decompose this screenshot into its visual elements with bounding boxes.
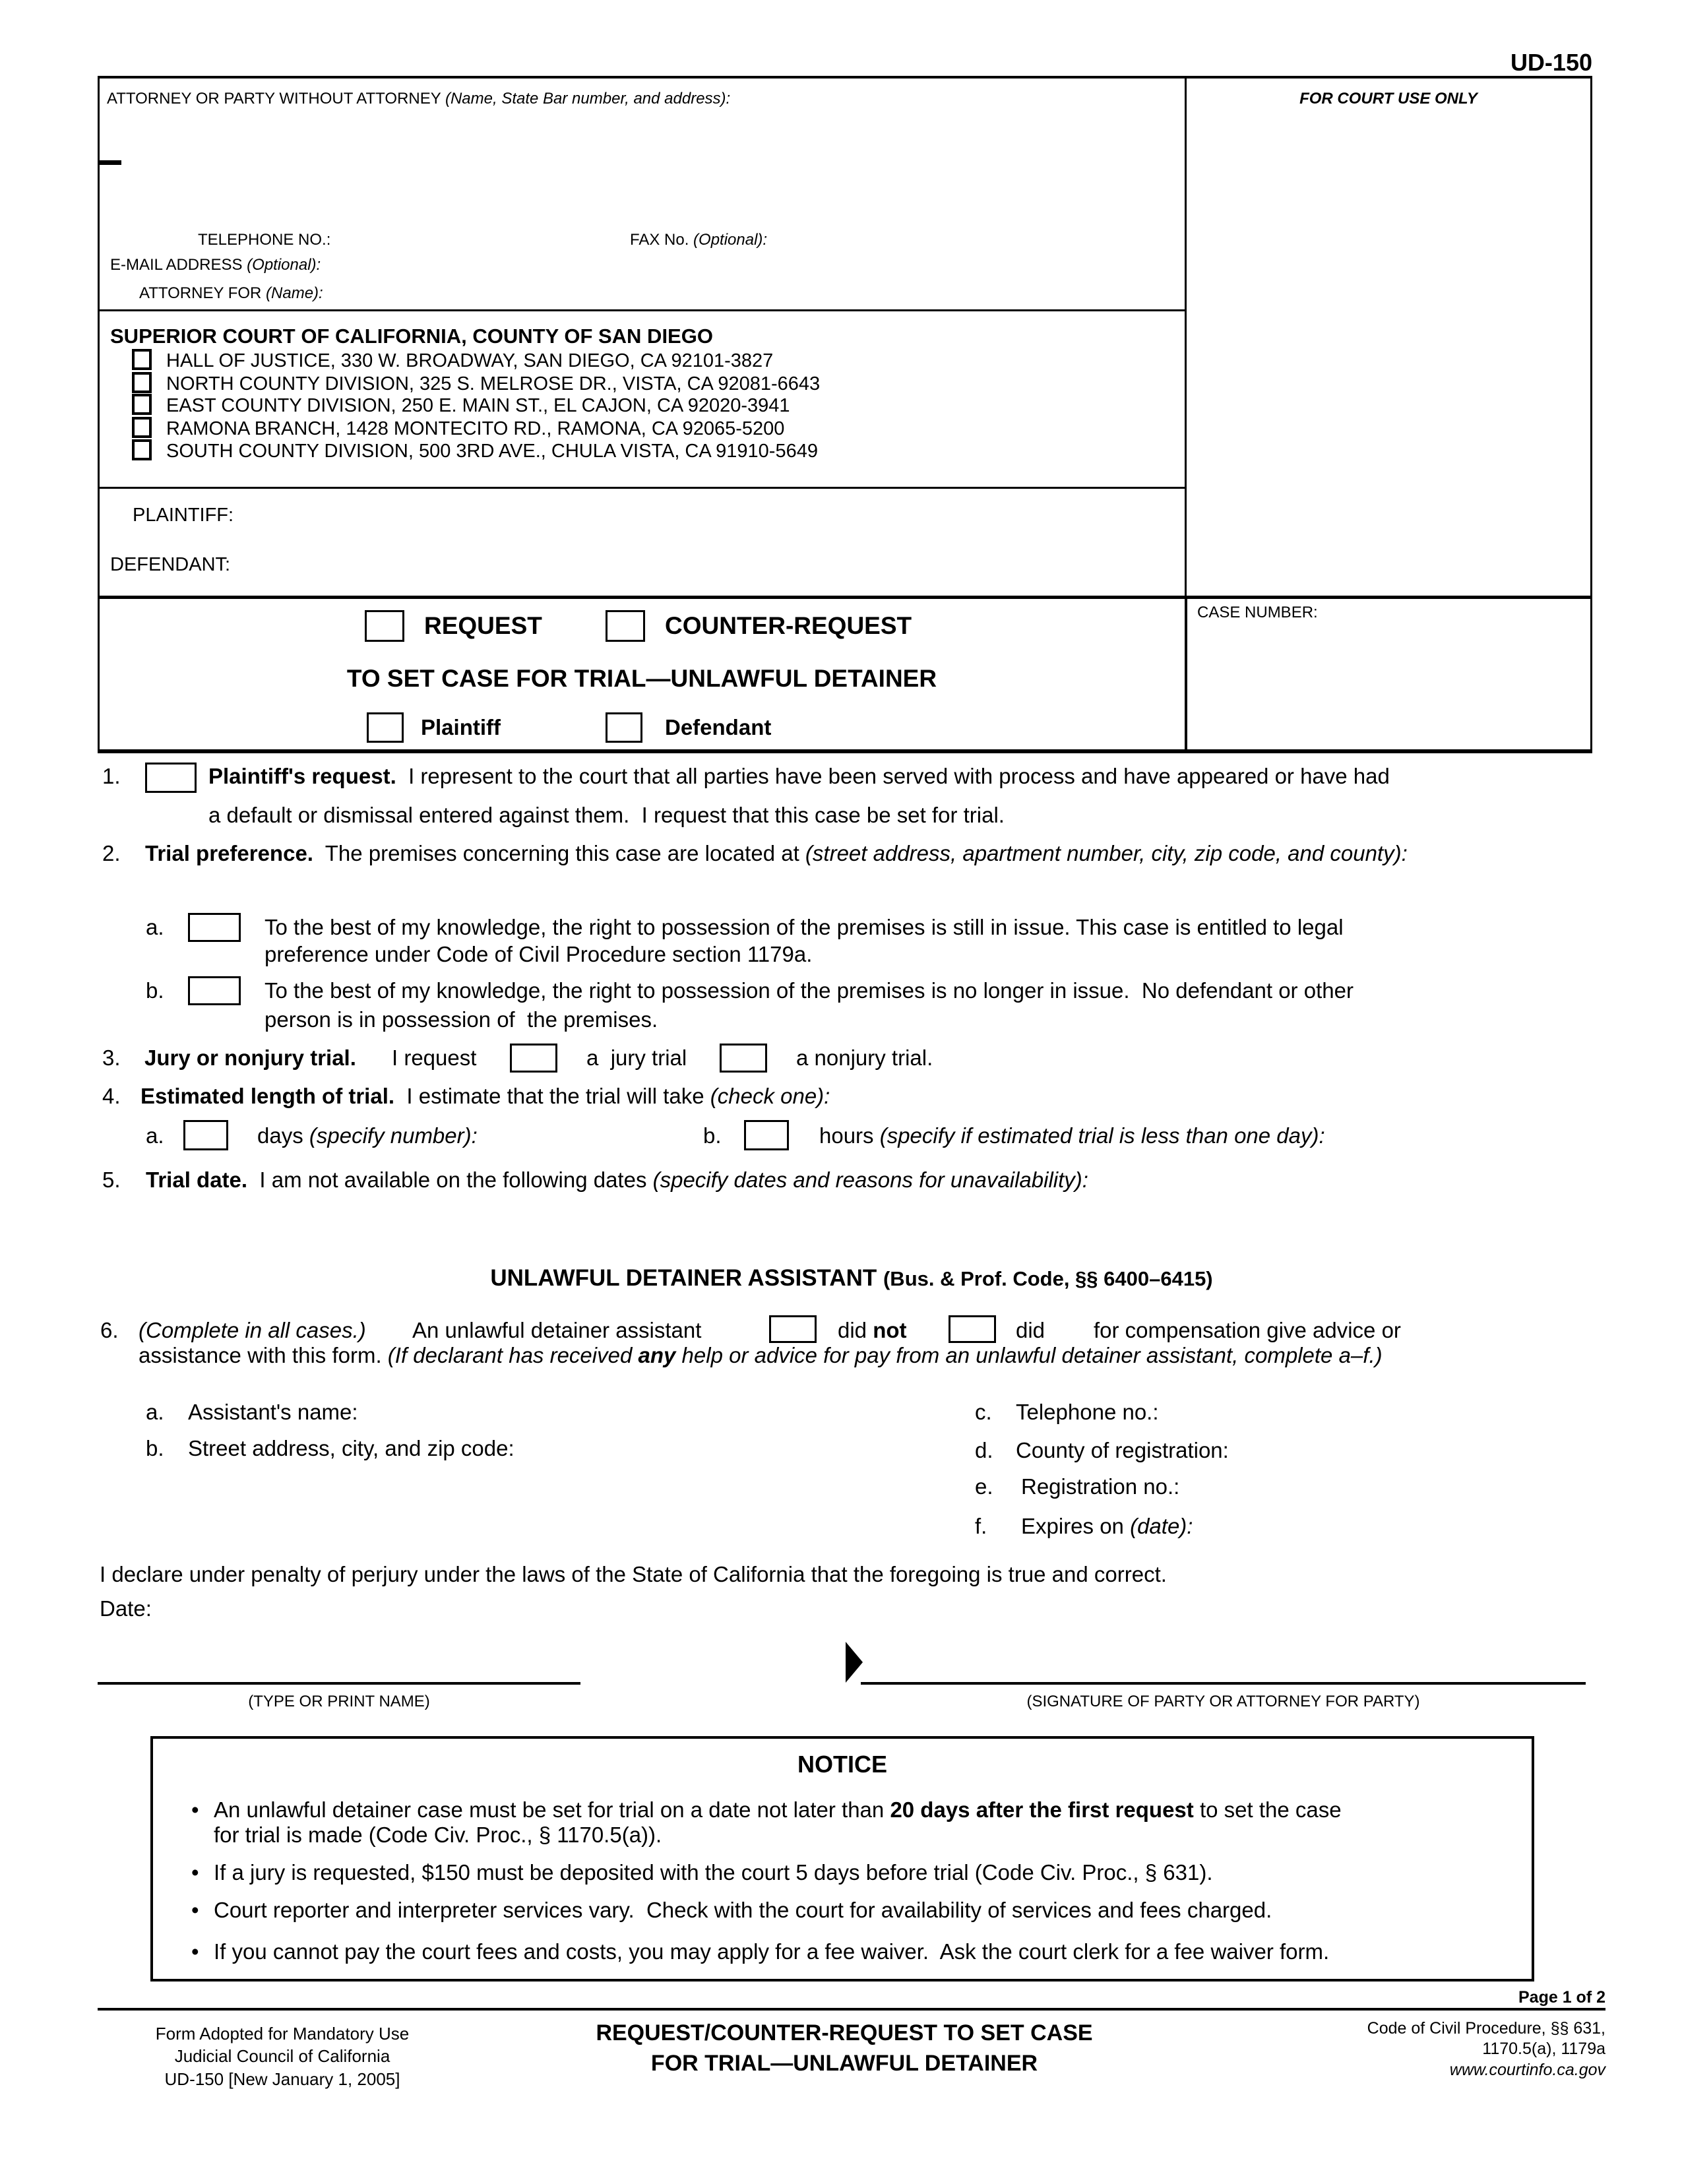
item-2b-line2: person is in possession of the premises. [265, 1007, 658, 1032]
form-title: TO SET CASE FOR TRIAL—UNLAWFUL DETAINER [346, 665, 937, 692]
east-county-checkbox[interactable] [132, 394, 152, 415]
case-number-label: CASE NUMBER: [1197, 604, 1318, 621]
declaration-text: I declare under penalty of perjury under the laws of the State of California that the foregoing is true and correct. [100, 1562, 1167, 1586]
item-4-text: Estimated length of trial. I estimate that the trial will take (check one): [140, 1084, 830, 1108]
court-location-label: HALL OF JUSTICE, 330 W. BROADWAY, SAN DIEGO, CA 92101-3827 [166, 350, 774, 371]
hall-of-justice-checkbox[interactable] [132, 349, 152, 370]
request-checkbox[interactable] [365, 610, 404, 642]
print-name-line [98, 1682, 580, 1685]
request-label: REQUEST [424, 612, 542, 639]
preference-no-longer-in-issue-checkbox[interactable] [188, 976, 241, 1005]
preference-still-in-issue-checkbox[interactable] [188, 913, 241, 942]
item-4b-text: hours (specify if estimated trial is less than one day): [819, 1123, 1325, 1148]
item-5-text: Trial date. I am not available on the following dates (specify dates and reasons for unavailability): [146, 1168, 1088, 1192]
jury-trial-checkbox[interactable] [510, 1044, 557, 1073]
item-3-bold: Jury or nonjury trial. [144, 1045, 356, 1070]
court-location-label: NORTH COUNTY DIVISION, 325 S. MELROSE DR., VISTA, CA 92081-6643 [166, 373, 821, 394]
item-5-number: 5. [102, 1168, 121, 1192]
signature-caption: (SIGNATURE OF PARTY OR ATTORNEY FOR PARTY) [1026, 1693, 1420, 1710]
notice-bullet-1-line1: An unlawful detainer case must be set for trial on a date not later than 20 days after the first request to set the case [214, 1797, 1342, 1822]
bullet-icon: • [191, 1898, 199, 1922]
days-checkbox[interactable] [183, 1120, 228, 1150]
item-2b-line1: To the best of my knowledge, the right to possession of the premises is no longer in issue. No defendant or other [265, 978, 1354, 1003]
signature-arrow-icon [846, 1642, 863, 1683]
ramona-branch-checkbox[interactable] [132, 417, 152, 438]
bullet-icon: • [191, 1939, 199, 1964]
footer-left-block: Form Adopted for Mandatory Use Judicial Council of California UD-150 [New January 1, 2005] [155, 2024, 410, 2089]
header-top-border [98, 76, 1592, 78]
bullet-icon: • [191, 1860, 199, 1885]
attorney-box-bottom-border [98, 309, 1187, 311]
header-right-border [1590, 76, 1592, 753]
title-plaintiff-label: Plaintiff [421, 715, 501, 739]
did-not-label: did not [838, 1318, 907, 1342]
footer-title: REQUEST/COUNTER-REQUEST TO SET CASE FOR TRIAL—UNLAWFUL DETAINER [596, 2020, 1093, 2076]
item-4-number: 4. [102, 1084, 121, 1108]
notice-title: NOTICE [797, 1751, 887, 1778]
item-1-number: 1. [102, 764, 121, 788]
item-4b-letter: b. [703, 1123, 722, 1148]
notice-bullet-2: If a jury is requested, $150 must be deposited with the court 5 days before trial (Code Civ. Proc., § 631). [214, 1860, 1213, 1885]
defendant-label: DEFENDANT: [110, 554, 231, 575]
item-6f-text: Expires on (date): [1021, 1514, 1193, 1538]
item-2-number: 2. [102, 841, 121, 865]
item-6-text1: An unlawful detainer assistant [412, 1318, 702, 1342]
item-6-line2: assistance with this form. (If declarant has received any help or advice for pay from an unlawful detainer assistant, complete a–f.) [139, 1343, 1383, 1367]
south-county-checkbox[interactable] [132, 439, 152, 460]
assistant-did-not-checkbox[interactable] [769, 1315, 817, 1343]
item-6f-letter: f. [975, 1514, 987, 1538]
email-label: E-MAIL ADDRESS (Optional): [110, 256, 321, 274]
page-number: Page 1 of 2 [1518, 1988, 1605, 2007]
footer-right-block: Code of Civil Procedure, §§ 631, 1170.5(a), 1179a www.courtinfo.ca.gov [1367, 2019, 1605, 2079]
court-location-label: EAST COUNTY DIVISION, 250 E. MAIN ST., EL CAJON, CA 92020-3941 [166, 395, 790, 416]
header-column-divider [1185, 76, 1187, 598]
notice-bullet-1-line2: for trial is made (Code Civ. Proc., § 1170.5(a)). [214, 1823, 662, 1847]
item-2a-line1: To the best of my knowledge, the right to possession of the premises is still in issue. This case is entitled to legal [265, 915, 1344, 939]
counter-request-label: COUNTER-REQUEST [665, 612, 912, 639]
court-use-only-label: FOR COURT USE ONLY [1299, 90, 1478, 108]
item-4a-text: days (specify number): [257, 1123, 478, 1148]
did-label: did [1016, 1318, 1045, 1342]
notice-bullet-3: Court reporter and interpreter services vary. Check with the court for availability of services and fees charged. [214, 1898, 1272, 1922]
item-6e-text: Registration no.: [1021, 1474, 1180, 1499]
assistant-did-checkbox[interactable] [949, 1315, 996, 1343]
item-6b-letter: b. [146, 1436, 164, 1460]
item-4a-letter: a. [146, 1123, 164, 1148]
title-defendant-label: Defendant [665, 715, 772, 739]
hours-checkbox[interactable] [744, 1120, 789, 1150]
nonjury-trial-label: a nonjury trial. [796, 1045, 933, 1070]
header-left-border [98, 76, 100, 753]
item-1-line2: a default or dismissal entered against them. I request that this case be set for trial. [208, 803, 1005, 827]
court-location-label: SOUTH COUNTY DIVISION, 500 3RD AVE., CHULA VISTA, CA 91910-5649 [166, 441, 818, 462]
court-box-bottom-border [98, 487, 1187, 489]
form-id: UD-150 [1510, 49, 1592, 76]
item-6-text2: for compensation give advice or [1094, 1318, 1401, 1342]
item-2b-letter: b. [146, 978, 164, 1003]
fax-label: FAX No. (Optional): [630, 231, 768, 249]
item-6a-text: Assistant's name: [188, 1400, 358, 1424]
date-label: Date: [100, 1596, 152, 1621]
print-name-caption: (TYPE OR PRINT NAME) [248, 1693, 430, 1710]
item-6c-letter: c. [975, 1400, 992, 1424]
footer-rule [98, 2008, 1605, 2011]
item-1-line1: Plaintiff's request. I represent to the court that all parties have been served with process and have appeared or have had [208, 764, 1390, 788]
uda-heading: UNLAWFUL DETAINER ASSISTANT (Bus. & Prof. Code, §§ 6400–6415) [490, 1265, 1213, 1291]
plaintiffs-request-checkbox[interactable] [145, 763, 197, 793]
item-6e-letter: e. [975, 1474, 993, 1499]
north-county-checkbox[interactable] [132, 372, 152, 393]
plaintiff-label: PLAINTIFF: [133, 505, 234, 526]
item-6-number: 6. [100, 1318, 119, 1342]
title-plaintiff-checkbox[interactable] [367, 712, 404, 743]
header-bottom-border [98, 749, 1592, 753]
attorney-box-label: ATTORNEY OR PARTY WITHOUT ATTORNEY (Name, State Bar number, and address): [107, 90, 731, 108]
item-2a-letter: a. [146, 915, 164, 939]
attorney-for-label: ATTORNEY FOR (Name): [139, 284, 323, 302]
item-6c-text: Telephone no.: [1016, 1400, 1159, 1424]
item-2-text: Trial preference. The premises concerning this case are located at (street address, apartment number, city, zip code, and county): [145, 841, 1408, 865]
scan-artifact-dash [99, 160, 121, 165]
item-6b-text: Street address, city, and zip code: [188, 1436, 514, 1460]
item-2a-line2: preference under Code of Civil Procedure section 1179a. [265, 942, 813, 966]
item-6a-letter: a. [146, 1400, 164, 1424]
item-3-request-text: I request [392, 1045, 477, 1070]
court-name: SUPERIOR COURT OF CALIFORNIA, COUNTY OF SAN DIEGO [110, 325, 713, 348]
notice-bullet-4: If you cannot pay the court fees and costs, you may apply for a fee waiver. Ask the court clerk for a fee waiver form. [214, 1939, 1330, 1964]
title-defendant-checkbox[interactable] [606, 712, 642, 743]
item-6d-letter: d. [975, 1438, 993, 1462]
telephone-label: TELEPHONE NO.: [198, 231, 331, 249]
signature-line [861, 1682, 1586, 1685]
item-6d-text: County of registration: [1016, 1438, 1229, 1462]
court-location-label: RAMONA BRANCH, 1428 MONTECITO RD., RAMONA, CA 92065-5200 [166, 418, 785, 439]
item-3-number: 3. [102, 1045, 121, 1070]
jury-trial-label: a jury trial [586, 1045, 687, 1070]
item-6-lead: (Complete in all cases.) [139, 1318, 366, 1342]
nonjury-trial-checkbox[interactable] [720, 1044, 767, 1073]
party-box-bottom-border [98, 596, 1592, 599]
bullet-icon: • [191, 1797, 199, 1822]
counter-request-checkbox[interactable] [606, 610, 645, 642]
